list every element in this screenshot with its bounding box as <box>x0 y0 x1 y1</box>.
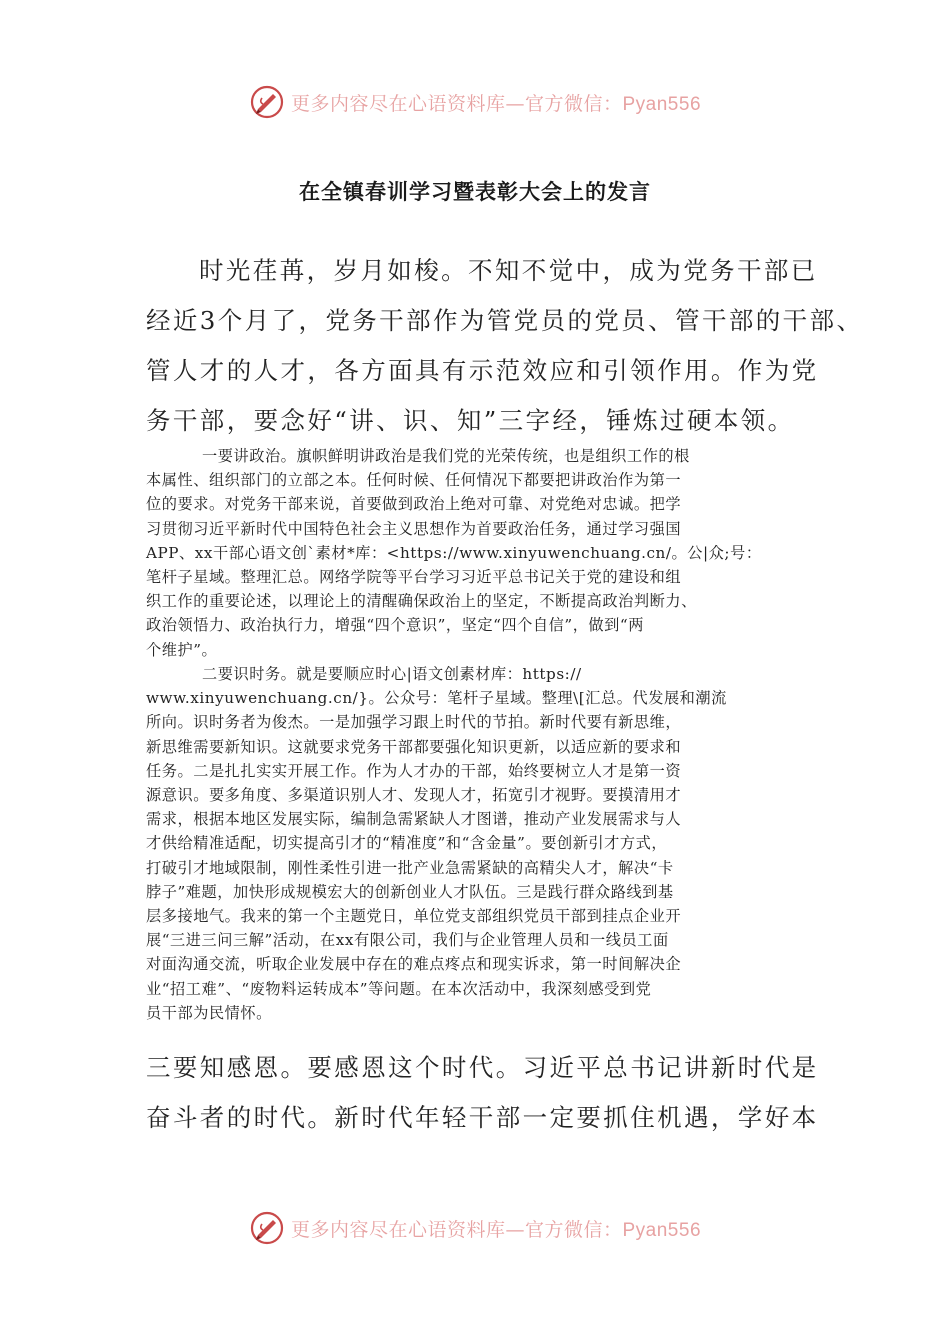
pen-logo-icon <box>249 1210 285 1246</box>
intro-line: 管人才的人才，各方面具有示范效应和引领作用。作为党 <box>146 356 819 385</box>
section-2-paragraph <box>146 662 814 1025</box>
section1-line: 一要讲政治。旗帜鲜明讲政治是我们党的光荣传统，也是组织工作的根 <box>202 447 690 465</box>
section1-line: 位的要求。对党务干部来说，首要做到政治上绝对可靠、对党绝对忠诚。把学 <box>146 495 682 514</box>
section2-line: 新思维需要新知识。这就要求党务干部都要强化知识更新，以适应新的要求和 <box>146 737 682 756</box>
section1-line: 本属性、组织部门的立部之本。任何时候、任何情况下都要把讲政治作为第一 <box>146 471 682 490</box>
section2-line: 才供给精准适配，切实提高引才的“精准度”和“含金量”。要创新引才方式， <box>146 834 668 853</box>
section2-line: 脖子”难题，加快形成规模宏大的创新创业人才队伍。三是践行群众路线到基 <box>146 882 674 901</box>
section-1-paragraph <box>146 444 814 662</box>
section2-line: 需求，根据本地区发展实际，编制急需紧缺人才图谱，推动产业发展需求与人 <box>146 810 682 829</box>
section2-line: 打破引才地域限制，刚性柔性引进一批产业急需紧缺的高精尖人才，解决“卡 <box>146 858 674 877</box>
section2-line: www.xinyuwenchuang.cn/}。公众号：笔杆子星域。整理\[汇总。代发展和潮流 <box>146 689 727 708</box>
section1-line: 个维护”。 <box>146 640 218 659</box>
watermark-text: 更多内容尽在心语资料库—官方微信：Pyan556 <box>290 1218 702 1241</box>
section3-line: 三要知感恩。要感恩这个时代。习近平总书记讲新时代是 <box>146 1053 819 1082</box>
watermark-content <box>249 84 701 120</box>
section1-line: 习贯彻习近平新时代中国特色社会主义思想作为首要政治任务，通过学习强国 <box>146 519 682 538</box>
section2-line: 对面沟通交流，听取企业发展中存在的难点疼点和现实诉求，第一时间解决企 <box>146 955 682 974</box>
wechat-id: Pyan556 <box>622 93 702 115</box>
watermark-content <box>249 1210 701 1246</box>
section2-line: 所向。识时务者为俊杰。一是加强学习跟上时代的节拍。新时代要有新思维， <box>146 713 682 732</box>
section-3-paragraph <box>146 1043 819 1143</box>
section2-line: 业“招工难”、“废物料运转成本”等问题。在本次活动中，我深刻感受到党 <box>146 979 652 998</box>
section2-line: 任务。二是扎扎实实开展工作。作为人才办的干部，始终要树立人才是第一资 <box>146 761 682 780</box>
watermark-banner-top <box>0 82 950 122</box>
section1-line: APP、xx干部心语文创`素材*库：<https://www.xinyuwenchuang.cn/。公|众;号： <box>146 543 762 562</box>
watermark-text: 更多内容尽在心语资料库—官方微信：Pyan556 <box>290 92 702 115</box>
pen-logo-icon <box>249 84 285 120</box>
section2-line: 层多接地气。我来的第一个主题党日，单位党支部组织党员干部到挂点企业开 <box>146 907 682 926</box>
section1-line: 笔杆子星域。整理汇总。网络学院等平台学习习近平总书记关于党的建设和组 <box>146 568 682 587</box>
intro-line: 时光荏苒，岁月如梭。不知不觉中，成为党务干部已 <box>199 256 818 285</box>
section2-line: 源意识。要多角度、多渠道识别人才、发现人才，拓宽引才视野。要摸清用才 <box>146 786 682 805</box>
section2-line: 二要识时务。就是要顺应时心|语文创素材库：https:// <box>202 665 582 683</box>
section2-line: 展“三进三问三解”活动，在xx有限公司，我们与企业管理人员和一线员工面 <box>146 931 669 950</box>
wechat-id: Pyan556 <box>622 1219 702 1241</box>
intro-paragraph <box>146 246 864 446</box>
section3-line: 奋斗者的时代。新时代年轻干部一定要抓住机遇，学好本 <box>146 1103 819 1132</box>
section2-line: 员干部为民情怀。 <box>146 1003 272 1022</box>
document-title: 在全镇春训学习暨表彰大会上的发言 <box>299 180 651 204</box>
intro-line: 务干部，要念好“讲、识、知”三字经，锤炼过硬本领。 <box>146 406 795 435</box>
intro-line: 经近3个月了，党务干部作为管党员的党员、管干部的干部、 <box>146 306 864 335</box>
section1-line: 政治领悟力、政治执行力，增强“四个意识”，坚定“四个自信”，做到“两 <box>146 616 644 635</box>
section1-line: 织工作的重要论述，以理论上的清醒确保政治上的坚定，不断提高政治判断力、 <box>146 592 697 611</box>
watermark-banner-bottom <box>0 1208 950 1248</box>
